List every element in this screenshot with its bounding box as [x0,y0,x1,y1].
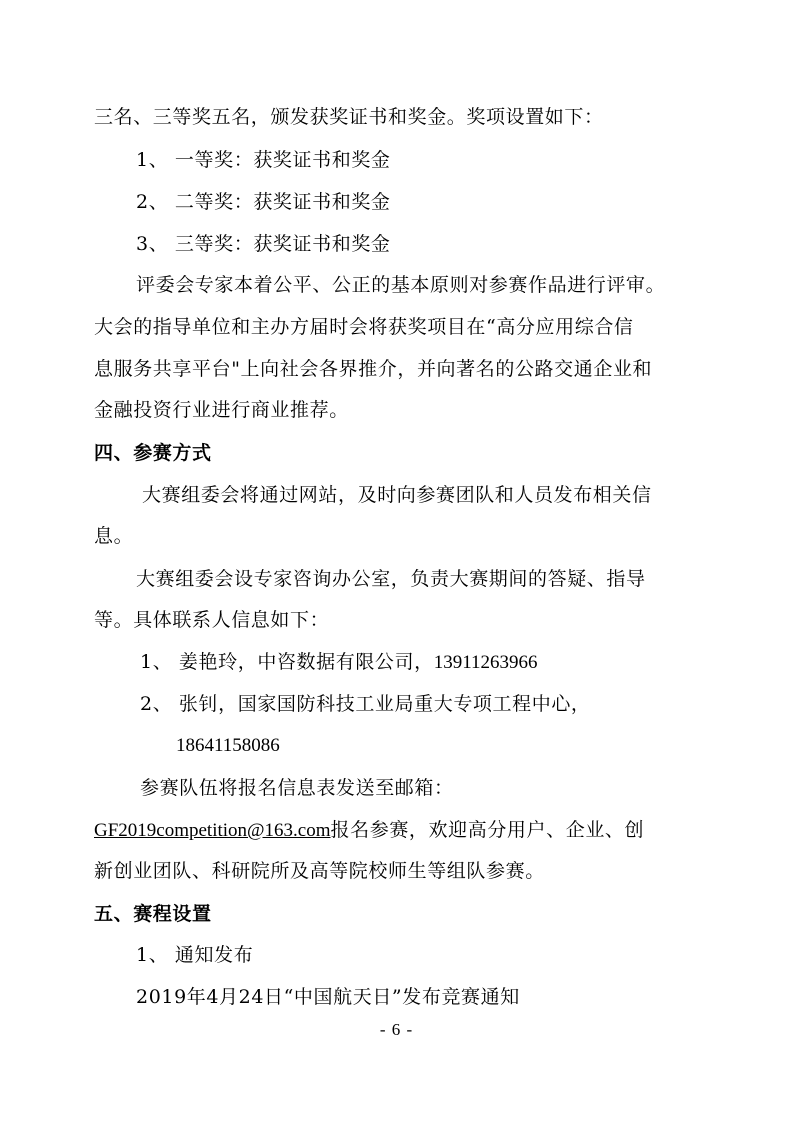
page-number: - 6 - [379,1020,414,1039]
paragraph-line: 大会的指导单位和主办方届时会将获奖项目在“高分应用综合信 [94,316,634,338]
paragraph-line: 金融投资行业进行商业推荐。 [94,399,349,421]
paragraph-line: 参赛队伍将报名信息表发送至邮箱： [140,777,454,799]
award-item-second: 2、 二等奖：获奖证书和奖金 [136,191,391,213]
paragraph-line: 息。 [94,525,134,547]
section-heading-participation: 四、参赛方式 [94,442,212,464]
contact-item-first [140,649,538,676]
paragraph-line: 新创业团队、科研院所及高等院校师生等组队参赛。 [94,860,545,882]
contact-item-second: 2、 张钊，国家国防科技工业局重大专项工程中心， [140,693,591,715]
paragraph-line: 大赛组委会将通过网站，及时向参赛团队和人员发布相关信 [142,484,652,506]
paragraph-text: 报名参赛，欢迎高分用户、企业、创 [330,819,645,841]
paragraph-line: 息服务共享平台"上向社会各界推介，并向著名的公路交通企业和 [94,358,653,380]
section-heading-schedule: 五、赛程设置 [94,903,212,925]
paragraph-line: 评委会专家本着公平、公正的基本原则对参赛作品进行评审。 [136,274,666,296]
paragraph-line: 大赛组委会设专家咨询办公室，负责大赛期间的答疑、指导 [136,568,646,590]
paragraph-line: 等。具体联系人信息如下： [94,609,330,631]
paragraph-line: 三名、三等奖五名，颁发获奖证书和奖金。奖项设置如下： [94,106,604,128]
schedule-date-line: 2019年4月24日“中国航天日”发布竞赛通知 [136,986,520,1008]
paragraph-line [94,817,644,844]
email-link[interactable]: GF2019competition@163.com [94,820,331,841]
contact-phone: 18641158086 [176,735,280,756]
award-item-first: 1、 一等奖：获奖证书和奖金 [136,149,391,171]
contact-phone: 13911263966 [433,652,538,673]
contact-name-org: 1、 姜艳玲，中咨数据有限公司， [140,651,434,673]
schedule-item-first: 1、 通知发布 [136,944,254,966]
award-item-third: 3、 三等奖：获奖证书和奖金 [136,233,391,255]
